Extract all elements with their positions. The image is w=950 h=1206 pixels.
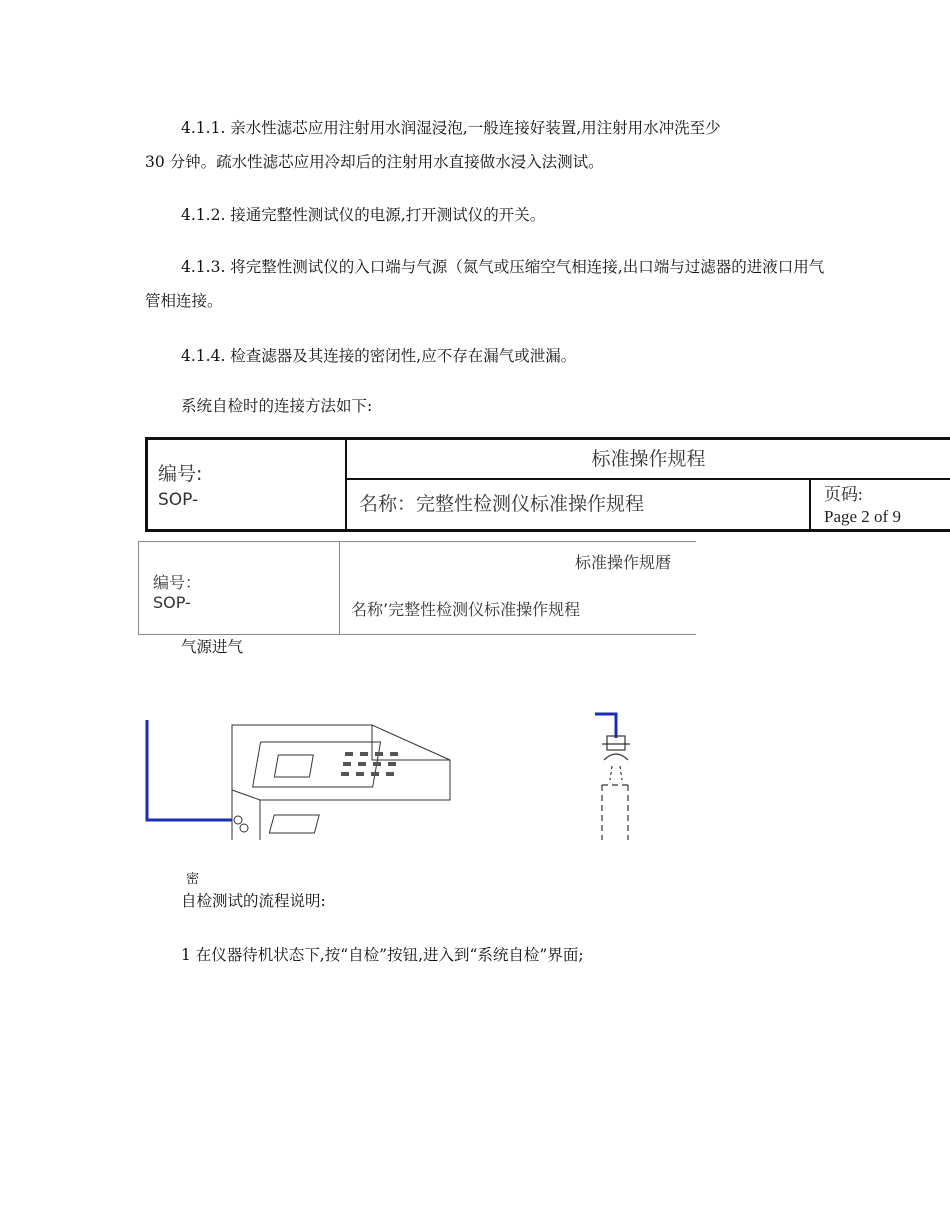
stray-character: 密 bbox=[186, 872, 200, 887]
paragraph-4-1-3-line2: 管相连接。 bbox=[145, 292, 223, 310]
doc-name-duplicate: 名称’完整性检测仪标准操作规程 bbox=[351, 600, 581, 619]
integrity-tester-instrument bbox=[232, 725, 450, 840]
paragraph-4-1-3-line1: 4.1.3. 将完整性测试仪的入口端与气源（氮气或压缩空气相连接,出口端与过滤器的进液口用气 bbox=[181, 258, 825, 276]
paragraph-4-1-4: 4.1.4. 检查滤器及其连接的密闭性,应不存在漏气或泄漏。 bbox=[181, 347, 577, 365]
code-value: SOP- bbox=[158, 490, 199, 510]
procedure-title: 自检测试的流程说明: bbox=[181, 892, 326, 910]
page-number-cell bbox=[814, 480, 950, 529]
code-label-duplicate: 编号： bbox=[153, 573, 202, 592]
paragraph-4-1-1-line1: 4.1.1. 亲水性滤芯应用注射用水润湿浸泡,一般连接好装置,用注射用水冲洗至少 bbox=[181, 119, 721, 137]
document-header-table-duplicate bbox=[138, 541, 696, 635]
paragraph-4-1-2: 4.1.2. 接通完整性测试仪的电源,打开测试仪的开关。 bbox=[181, 206, 546, 224]
gas-inlet-label: 气源进气 bbox=[181, 638, 244, 656]
filter-housing bbox=[602, 736, 630, 840]
doc-name-cell: 名称：完整性检测仪标准操作规程 bbox=[347, 480, 811, 529]
paragraph-4-1-1-line2: 30 分钟。疏水性滤芯应用冷却后的注射用水直接做水浸入法测试。 bbox=[145, 153, 604, 171]
gas-pipe-right bbox=[595, 714, 616, 738]
code-cell bbox=[148, 440, 347, 529]
connection-intro: 系统自检时的连接方法如下: bbox=[181, 397, 373, 415]
page-label: 页码: bbox=[824, 485, 863, 504]
code-value-duplicate: SOP- bbox=[153, 593, 191, 612]
page-value: Page 2 of 9 bbox=[824, 507, 901, 526]
code-label: 编号: bbox=[158, 463, 203, 485]
doc-type-cell: 标准操作规程 bbox=[347, 440, 950, 480]
gas-pipe-left bbox=[147, 720, 232, 820]
keypad bbox=[341, 752, 398, 776]
procedure-step-1: 1 在仪器待机状态下,按“自检”按钮,进入到“系统自检”界面; bbox=[181, 946, 584, 964]
doc-type-duplicate: 标准操作规暦 bbox=[575, 553, 672, 572]
document-header-table bbox=[145, 437, 950, 532]
connection-diagram bbox=[140, 700, 660, 845]
code-cell-duplicate bbox=[139, 542, 340, 634]
